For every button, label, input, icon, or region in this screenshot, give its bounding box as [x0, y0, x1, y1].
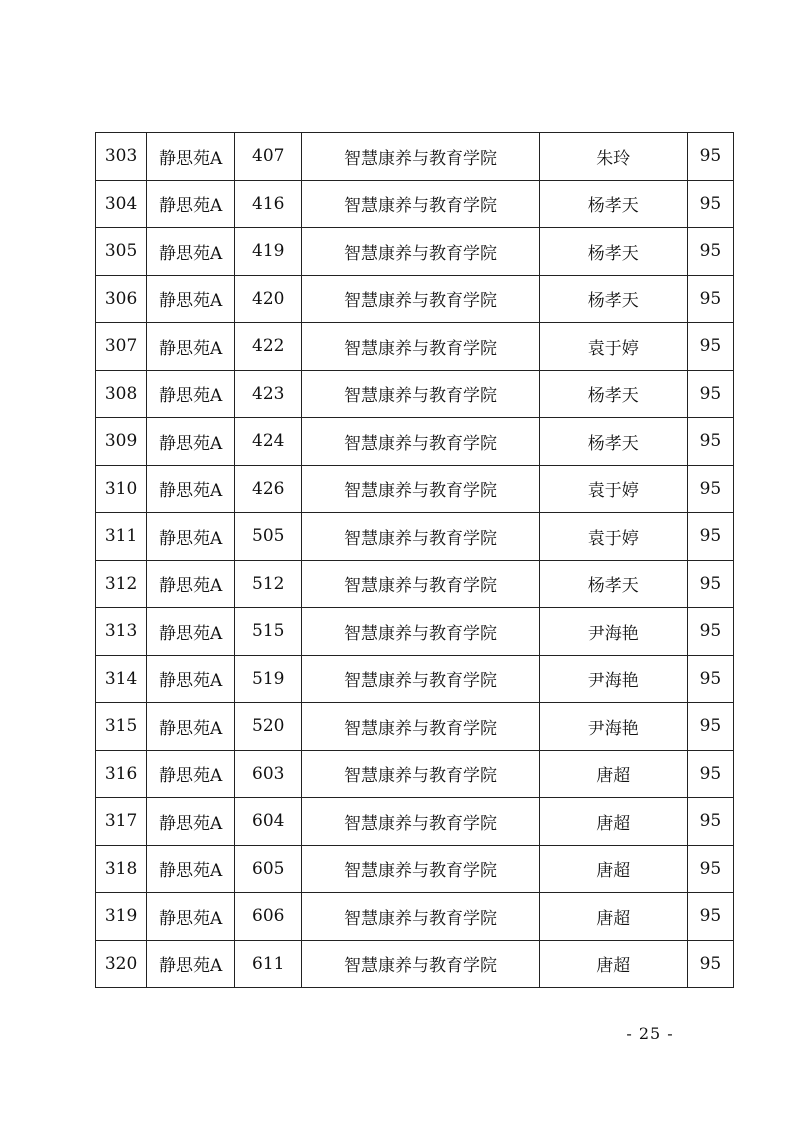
- college-cell: 智慧康养与教育学院: [302, 275, 539, 323]
- table-row: [96, 465, 734, 513]
- building-cell: 静思苑A: [147, 893, 235, 941]
- row-number-cell: 310: [96, 465, 147, 513]
- room-cell: 505: [235, 513, 302, 561]
- room-cell: 512: [235, 560, 302, 608]
- college-cell: 智慧康养与教育学院: [302, 560, 539, 608]
- table-row: [96, 560, 734, 608]
- score-cell: 95: [687, 275, 733, 323]
- page-number: - 25 -: [626, 1024, 674, 1043]
- score-cell: 95: [687, 940, 733, 988]
- name-cell: 唐超: [539, 798, 687, 846]
- table-row: [96, 323, 734, 371]
- name-cell: 杨孝天: [539, 370, 687, 418]
- name-cell: 尹海艳: [539, 608, 687, 656]
- college-cell: 智慧康养与教育学院: [302, 418, 539, 466]
- row-number-cell: 312: [96, 560, 147, 608]
- score-cell: 95: [687, 845, 733, 893]
- name-cell: 唐超: [539, 893, 687, 941]
- building-cell: 静思苑A: [147, 323, 235, 371]
- college-cell: 智慧康养与教育学院: [302, 133, 539, 181]
- building-cell: 静思苑A: [147, 370, 235, 418]
- row-number-cell: 311: [96, 513, 147, 561]
- room-cell: 423: [235, 370, 302, 418]
- dormitory-score-table: [95, 132, 734, 988]
- name-cell: 杨孝天: [539, 560, 687, 608]
- table-row: [96, 703, 734, 751]
- table-row: [96, 370, 734, 418]
- row-number-cell: 304: [96, 180, 147, 228]
- college-cell: 智慧康养与教育学院: [302, 703, 539, 751]
- name-cell: 杨孝天: [539, 228, 687, 276]
- table-row: [96, 608, 734, 656]
- score-cell: 95: [687, 228, 733, 276]
- building-cell: 静思苑A: [147, 418, 235, 466]
- college-cell: 智慧康养与教育学院: [302, 180, 539, 228]
- table-row: [96, 655, 734, 703]
- score-cell: 95: [687, 560, 733, 608]
- name-cell: 尹海艳: [539, 655, 687, 703]
- score-cell: 95: [687, 798, 733, 846]
- score-cell: 95: [687, 703, 733, 751]
- name-cell: 唐超: [539, 750, 687, 798]
- college-cell: 智慧康养与教育学院: [302, 798, 539, 846]
- row-number-cell: 309: [96, 418, 147, 466]
- college-cell: 智慧康养与教育学院: [302, 893, 539, 941]
- room-cell: 520: [235, 703, 302, 751]
- score-cell: 95: [687, 418, 733, 466]
- college-cell: 智慧康养与教育学院: [302, 370, 539, 418]
- row-number-cell: 317: [96, 798, 147, 846]
- building-cell: 静思苑A: [147, 703, 235, 751]
- row-number-cell: 307: [96, 323, 147, 371]
- score-cell: 95: [687, 608, 733, 656]
- room-cell: 611: [235, 940, 302, 988]
- building-cell: 静思苑A: [147, 655, 235, 703]
- room-cell: 424: [235, 418, 302, 466]
- row-number-cell: 316: [96, 750, 147, 798]
- college-cell: 智慧康养与教育学院: [302, 513, 539, 561]
- room-cell: 416: [235, 180, 302, 228]
- college-cell: 智慧康养与教育学院: [302, 228, 539, 276]
- building-cell: 静思苑A: [147, 228, 235, 276]
- score-cell: 95: [687, 323, 733, 371]
- table-row: [96, 275, 734, 323]
- table-row: [96, 750, 734, 798]
- college-cell: 智慧康养与教育学院: [302, 750, 539, 798]
- building-cell: 静思苑A: [147, 513, 235, 561]
- building-cell: 静思苑A: [147, 940, 235, 988]
- room-cell: 605: [235, 845, 302, 893]
- college-cell: 智慧康养与教育学院: [302, 845, 539, 893]
- row-number-cell: 308: [96, 370, 147, 418]
- row-number-cell: 313: [96, 608, 147, 656]
- room-cell: 606: [235, 893, 302, 941]
- college-cell: 智慧康养与教育学院: [302, 465, 539, 513]
- name-cell: 唐超: [539, 845, 687, 893]
- building-cell: 静思苑A: [147, 798, 235, 846]
- college-cell: 智慧康养与教育学院: [302, 323, 539, 371]
- table-row: [96, 228, 734, 276]
- row-number-cell: 320: [96, 940, 147, 988]
- row-number-cell: 314: [96, 655, 147, 703]
- building-cell: 静思苑A: [147, 275, 235, 323]
- room-cell: 426: [235, 465, 302, 513]
- table-row: [96, 845, 734, 893]
- table-row: [96, 513, 734, 561]
- building-cell: 静思苑A: [147, 465, 235, 513]
- room-cell: 420: [235, 275, 302, 323]
- name-cell: 尹海艳: [539, 703, 687, 751]
- room-cell: 422: [235, 323, 302, 371]
- name-cell: 唐超: [539, 940, 687, 988]
- row-number-cell: 303: [96, 133, 147, 181]
- score-cell: 95: [687, 133, 733, 181]
- table-row: [96, 180, 734, 228]
- score-cell: 95: [687, 370, 733, 418]
- room-cell: 407: [235, 133, 302, 181]
- score-cell: 95: [687, 180, 733, 228]
- row-number-cell: 319: [96, 893, 147, 941]
- table-body: [96, 133, 734, 988]
- room-cell: 604: [235, 798, 302, 846]
- row-number-cell: 306: [96, 275, 147, 323]
- row-number-cell: 315: [96, 703, 147, 751]
- score-cell: 95: [687, 513, 733, 561]
- score-cell: 95: [687, 893, 733, 941]
- row-number-cell: 305: [96, 228, 147, 276]
- score-cell: 95: [687, 750, 733, 798]
- college-cell: 智慧康养与教育学院: [302, 940, 539, 988]
- room-cell: 519: [235, 655, 302, 703]
- building-cell: 静思苑A: [147, 180, 235, 228]
- score-cell: 95: [687, 465, 733, 513]
- table-row: [96, 893, 734, 941]
- building-cell: 静思苑A: [147, 750, 235, 798]
- room-cell: 515: [235, 608, 302, 656]
- table-row: [96, 940, 734, 988]
- college-cell: 智慧康养与教育学院: [302, 608, 539, 656]
- table-row: [96, 133, 734, 181]
- row-number-cell: 318: [96, 845, 147, 893]
- name-cell: 袁于婷: [539, 465, 687, 513]
- building-cell: 静思苑A: [147, 845, 235, 893]
- building-cell: 静思苑A: [147, 608, 235, 656]
- name-cell: 袁于婷: [539, 323, 687, 371]
- score-cell: 95: [687, 655, 733, 703]
- table-row: [96, 418, 734, 466]
- room-cell: 603: [235, 750, 302, 798]
- building-cell: 静思苑A: [147, 560, 235, 608]
- building-cell: 静思苑A: [147, 133, 235, 181]
- name-cell: 袁于婷: [539, 513, 687, 561]
- name-cell: 杨孝天: [539, 275, 687, 323]
- name-cell: 杨孝天: [539, 180, 687, 228]
- table-row: [96, 798, 734, 846]
- name-cell: 朱玲: [539, 133, 687, 181]
- college-cell: 智慧康养与教育学院: [302, 655, 539, 703]
- name-cell: 杨孝天: [539, 418, 687, 466]
- room-cell: 419: [235, 228, 302, 276]
